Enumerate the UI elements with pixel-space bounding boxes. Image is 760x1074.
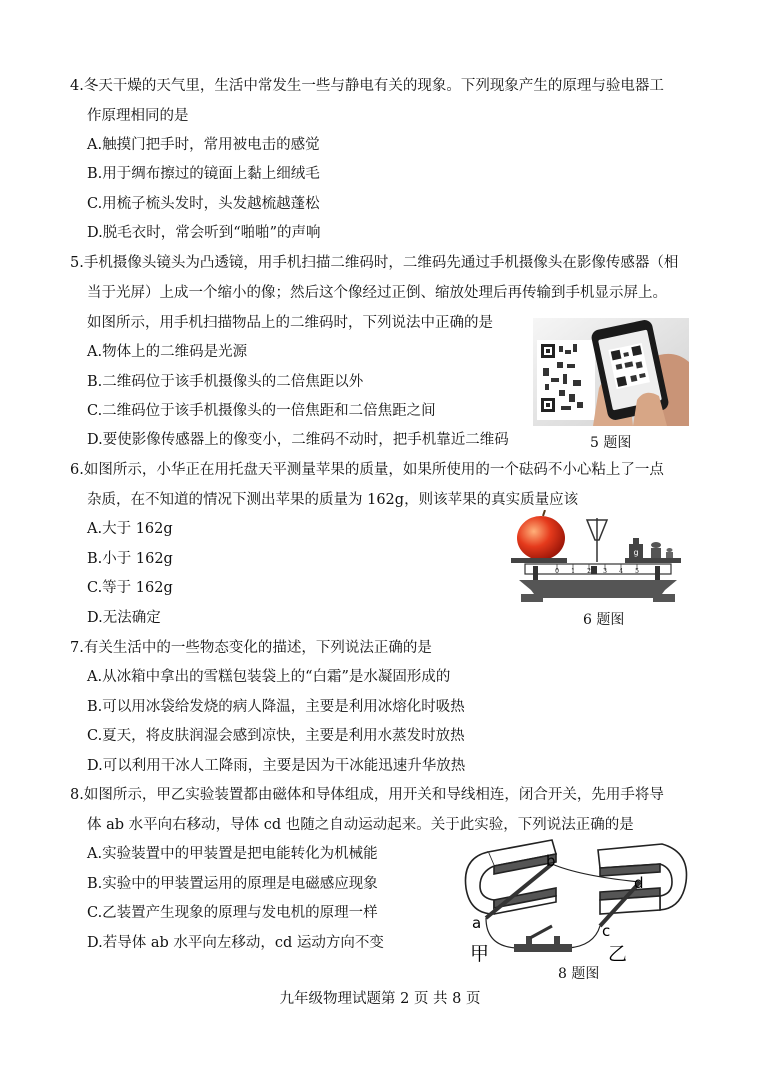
scale-tick-3: 3 bbox=[603, 568, 607, 575]
q6-option-c: C.等于 162g bbox=[87, 580, 173, 596]
q5-option-b: B.二维码位于该手机摄像头的二倍焦距以外 bbox=[87, 374, 364, 390]
weights bbox=[629, 538, 673, 558]
q4-option-d: D.脱毛衣时，常会听到“啪啪”的声响 bbox=[87, 225, 321, 241]
fig6-caption: 6 题图 bbox=[583, 612, 625, 628]
scale-tick-1: 1 bbox=[571, 568, 575, 575]
phone-qr-figure bbox=[533, 318, 689, 426]
q8-option-c: C.乙装置产生现象的原理与发电机的原理一样 bbox=[87, 905, 378, 921]
q6-stem-line2: 杂质，在不知道的情况下测出苹果的质量为 162g，则该苹果的真实质量应该 bbox=[87, 492, 579, 508]
page-footer: 九年级物理试题第 2 页 共 8 页 bbox=[279, 991, 481, 1007]
q8-option-d: D.若导体 ab 水平向左移动，cd 运动方向不变 bbox=[87, 935, 384, 951]
q5-stem-line3: 如图所示，用手机扫描物品上的二维码时，下列说法中正确的是 bbox=[87, 315, 493, 331]
switch bbox=[514, 926, 572, 952]
q8-stem-line1: 8.如图所示，甲乙实验装置都由磁体和导体组成，用开关和导线相连，闭合开关，先用手将导 bbox=[70, 787, 664, 803]
label-d: d bbox=[634, 874, 644, 892]
scale-tick-2: 2 bbox=[587, 568, 591, 575]
q7-option-b: B.可以用冰袋给发烧的病人降温，主要是利用冰熔化时吸热 bbox=[87, 699, 465, 715]
q8-option-a: A.实验装置中的甲装置是把电能转化为机械能 bbox=[87, 846, 378, 862]
q6-option-b: B.小于 162g bbox=[87, 551, 173, 567]
q8-option-b: B.实验中的甲装置运用的原理是电磁感应现象 bbox=[87, 876, 378, 892]
apple bbox=[517, 516, 565, 560]
qr-code-printed bbox=[537, 340, 595, 420]
q4-stem-line1: 4.冬天干燥的天气里，生活中常发生一些与静电有关的现象。下列现象产生的原理与验电器工 bbox=[70, 78, 664, 94]
label-b: b bbox=[546, 852, 556, 870]
fig5-caption: 5 题图 bbox=[590, 435, 632, 451]
q5-option-c: C.二维码位于该手机摄像头的一倍焦距和二倍焦距之间 bbox=[87, 403, 436, 419]
q4-option-c: C.用梳子梳头发时，头发越梳越蓬松 bbox=[87, 196, 320, 212]
q5-stem-line1: 5.手机摄像头镜头为凸透镜，用手机扫描二维码时，二维码先通过手机摄像头在影像传感器（相 bbox=[70, 255, 679, 271]
q6-option-d: D.无法确定 bbox=[87, 610, 161, 626]
svg-text:g: g bbox=[633, 548, 639, 557]
balance-beam bbox=[525, 564, 671, 574]
magnet-left bbox=[465, 840, 556, 914]
q4-option-b: B.用于绸布擦过的镜面上黏上细绒毛 bbox=[87, 166, 320, 182]
label-yi: 乙 bbox=[608, 943, 628, 965]
fig8-caption: 8 题图 bbox=[558, 966, 600, 982]
q7-option-c: C.夏天，将皮肤润湿会感到凉快，主要是利用水蒸发时放热 bbox=[87, 728, 465, 744]
q7-stem: 7.有关生活中的一些物态变化的描述，下列说法正确的是 bbox=[70, 640, 432, 656]
q4-option-a: A.触摸门把手时，常用被电击的感觉 bbox=[87, 137, 320, 153]
label-c: c bbox=[602, 922, 611, 940]
balance-figure bbox=[507, 510, 689, 608]
scale-tick-0: 0 bbox=[555, 568, 559, 575]
label-jia: 甲 bbox=[470, 943, 490, 965]
q6-stem-line1: 6.如图所示，小华正在用托盘天平测量苹果的质量，如果所使用的一个砝码不小心粘上了一点 bbox=[70, 462, 664, 478]
q8-stem-line2: 体 ab 水平向右移动，导体 cd 也随之自动运动起来。关于此实验，下列说法正确的是 bbox=[87, 817, 634, 833]
q5-option-d: D.要使影像传感器上的像变小，二维码不动时，把手机靠近二维码 bbox=[87, 432, 509, 448]
scale-tick-4: 4 bbox=[619, 568, 623, 575]
q7-option-d: D.可以利用干冰人工降雨，主要是因为干冰能迅速升华放热 bbox=[87, 758, 466, 774]
q4-stem-line2: 作原理相同的是 bbox=[87, 108, 189, 124]
q6-option-a: A.大于 162g bbox=[87, 521, 173, 537]
scale-tick-5: 5 bbox=[635, 568, 639, 575]
q5-option-a: A.物体上的二维码是光源 bbox=[87, 344, 248, 360]
induction-apparatus-figure bbox=[460, 836, 692, 966]
q5-stem-line2: 当于光屏）上成一个缩小的像；然后这个像经过正倒、缩放处理后再传输到手机显示屏上。 bbox=[87, 285, 667, 301]
q7-option-a: A.从冰箱中拿出的雪糕包装袋上的“白霜”是水凝固形成的 bbox=[87, 669, 451, 685]
label-a: a bbox=[472, 914, 482, 932]
